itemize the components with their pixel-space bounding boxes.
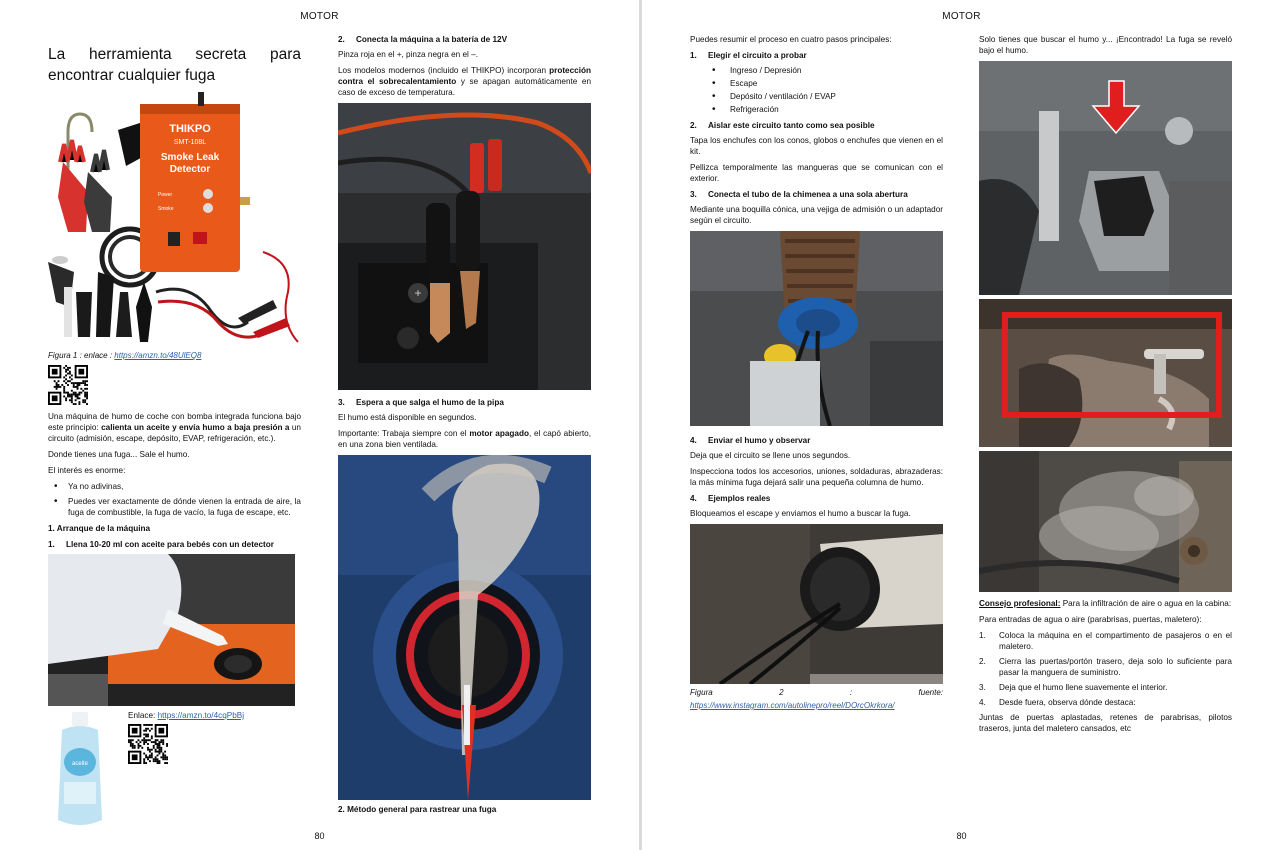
step-3-text-2: Importante: Trabaja siempre con el motor apagado, el capó abierto, en una zona bien ventilada. (338, 429, 591, 449)
process-step-1-title: 1. Elegir el circuito a probar (690, 51, 807, 60)
process-step-4-title: 4. Enviar el humo y observar (690, 436, 811, 445)
article-title: La herramienta secreta para encontrar cualquier fuga (48, 46, 301, 84)
list-item: 2. Cierra las puertas/portón trasero, deja solo lo suficiente para pasar la manguera de suministro. (979, 657, 1232, 677)
closing-text: Juntas de puertas aplastadas, retenes de parabrisas, pilotos traseros, junta del maletero cansados, etc (979, 713, 1232, 733)
qr-code-1[interactable] (48, 365, 301, 405)
process-step-2-text-2: Pellizca temporalmente las mangueras que se comunican con el exterior. (690, 163, 943, 183)
step-2-title: 2. Conecta la máquina a la batería de 12V (338, 35, 508, 44)
figure-2-caption: Figura 2 : fuente: (690, 688, 943, 697)
circuit-list (710, 65, 943, 115)
link-2-url[interactable]: https://amzn.to/4cqPbBj (157, 711, 245, 720)
list-item: • Ya no adivinas, (48, 481, 301, 492)
column-a (48, 34, 301, 830)
list-item: • Refrigeración (710, 104, 943, 115)
page-number-right: 80 (956, 831, 967, 841)
baby-oil-bottle-image (54, 712, 106, 830)
list-item: 4. Desde fuera, observa dónde destaca: (979, 698, 1136, 707)
pro-tip-steps (979, 630, 1232, 708)
svg-text:SMT-108L: SMT-108L (173, 139, 207, 146)
intake-adapter-image (690, 231, 943, 426)
list-item: 3. Deja que el humo llene suavemente el interior. (979, 683, 1168, 692)
examples-title: 4. Ejemplos reales (690, 494, 771, 503)
smoke-leak-image (979, 451, 1232, 592)
figure-1-caption: Figura 1 : enlace : https://amzn.to/48UlEQ8 (48, 351, 202, 360)
step-3-text-1: El humo está disponible en segundos. (338, 413, 477, 422)
examples-text: Bloqueamos el escape y enviamos el humo a buscar la fuga. (690, 509, 911, 518)
svg-text:Smoke Leak: Smoke Leak (160, 152, 220, 163)
link-2: Enlace: https://amzn.to/4cqPbBj (128, 711, 245, 720)
process-step-4-text-2: Inspecciona todos los accesorios, uniones, soldaduras, abrazaderas: la más mínima fuga dejará salir una pequeña columna de humo. (690, 467, 943, 487)
interest-sentence: El interés es enorme: (48, 466, 126, 475)
process-intro: Puedes resumir el proceso en cuatro pasos principales: (690, 35, 892, 44)
svg-text:Power: Power (158, 192, 173, 198)
pro-tip-intro: Para entradas de agua o aire (parabrisas, puertas, maletero): (979, 615, 1202, 624)
column-d (979, 34, 1232, 739)
step-2-text-2: Los modelos modernos (incluido el THIKPO) incorporan protección contra el sobrecalentamiento y se apagan automáticamente en caso de exceso de temperatura. (338, 66, 591, 97)
leak-highlight-image (979, 299, 1232, 447)
figure-1-link[interactable]: https://amzn.to/48UlEQ8 (114, 351, 202, 360)
intro-paragraph: Una máquina de humo de coche con bomba integrada funciona bajo este principio: calienta un aceite y envía humo a baja presión a un circuito (admisión, escape, depósito, EVAP, refrigeración, etc.). (48, 412, 301, 443)
section-1-title: 1. Arranque de la máquina (48, 524, 151, 533)
column-c (690, 34, 943, 715)
section-2-title: 2. Método general para rastrear una fuga (338, 805, 497, 814)
leak-found-arrow-image (979, 61, 1232, 295)
running-head: MOTOR (300, 11, 339, 22)
left-page (0, 0, 639, 850)
page-number-left: 80 (314, 831, 325, 841)
qr-code-icon (128, 724, 168, 764)
smoke-pipe-image (338, 455, 591, 800)
svg-text:aceite: aceite (71, 761, 89, 767)
step-1-title: 1. Llena 10-20 ml con aceite para bebés con un detector (48, 540, 274, 549)
qr-code-icon (48, 365, 88, 405)
svg-text:Detector: Detector (169, 164, 211, 175)
svg-text:+: + (414, 286, 422, 300)
list-item: 1. Coloca la máquina en el compartimento de pasajeros o en el maletero. (979, 631, 1232, 651)
step-3-title: 3. Espera a que salga el humo de la pipa (338, 398, 504, 407)
product-brand: THIKPO (169, 123, 211, 135)
qr-code-2[interactable] (128, 724, 168, 764)
list-item: • Depósito / ventilación / EVAP (710, 91, 943, 102)
fuga-sentence: Donde tienes una fuga... Sale el humo. (48, 450, 190, 459)
list-item: • Ingreso / Depresión (710, 65, 943, 76)
product-kit-image (48, 92, 301, 347)
process-step-3-text: Mediante una boquilla cónica, una vejiga de admisión o un adaptador según el circuito. (690, 205, 943, 225)
process-step-3-title: 3. Conecta el tubo de la chimenea a una sola abertura (690, 190, 908, 199)
benefit-list (48, 481, 301, 518)
list-item: • Puedes ver exactamente de dónde vienen la entrada de aire, la fuga de combustible, la fuga de vacío, la fuga de escape, etc. (48, 496, 301, 518)
found-text: Solo tienes que buscar el humo y... ¡Encontrado! La fuga se reveló bajo el humo. (979, 35, 1232, 55)
process-step-4-text-1: Deja que el circuito se llene unos segundos. (690, 451, 851, 460)
battery-clamps-image (338, 103, 591, 390)
figure-2-link[interactable]: https://www.instagram.com/autolinepro/reel/DOrcOkrkora/ (690, 701, 895, 710)
svg-text:Smoke: Smoke (158, 206, 174, 212)
oil-fill-image (48, 554, 295, 706)
right-page (642, 0, 1281, 850)
process-step-2-title: 2. Aislar este circuito tanto como sea posible (690, 121, 875, 130)
column-b (338, 34, 591, 819)
running-head-right: MOTOR (942, 11, 981, 22)
process-step-2-text-1: Tapa los enchufes con los conos, globos o enchufes que vienen en el kit. (690, 136, 943, 156)
list-item: • Escape (710, 78, 943, 89)
exhaust-plug-image (690, 524, 943, 684)
pro-tip: Consejo profesional: Para la infiltración de aire o agua en la cabina: (979, 599, 1232, 608)
step-2-text-1: Pinza roja en el +, pinza negra en el –. (338, 50, 478, 59)
oil-link-block (48, 710, 301, 830)
